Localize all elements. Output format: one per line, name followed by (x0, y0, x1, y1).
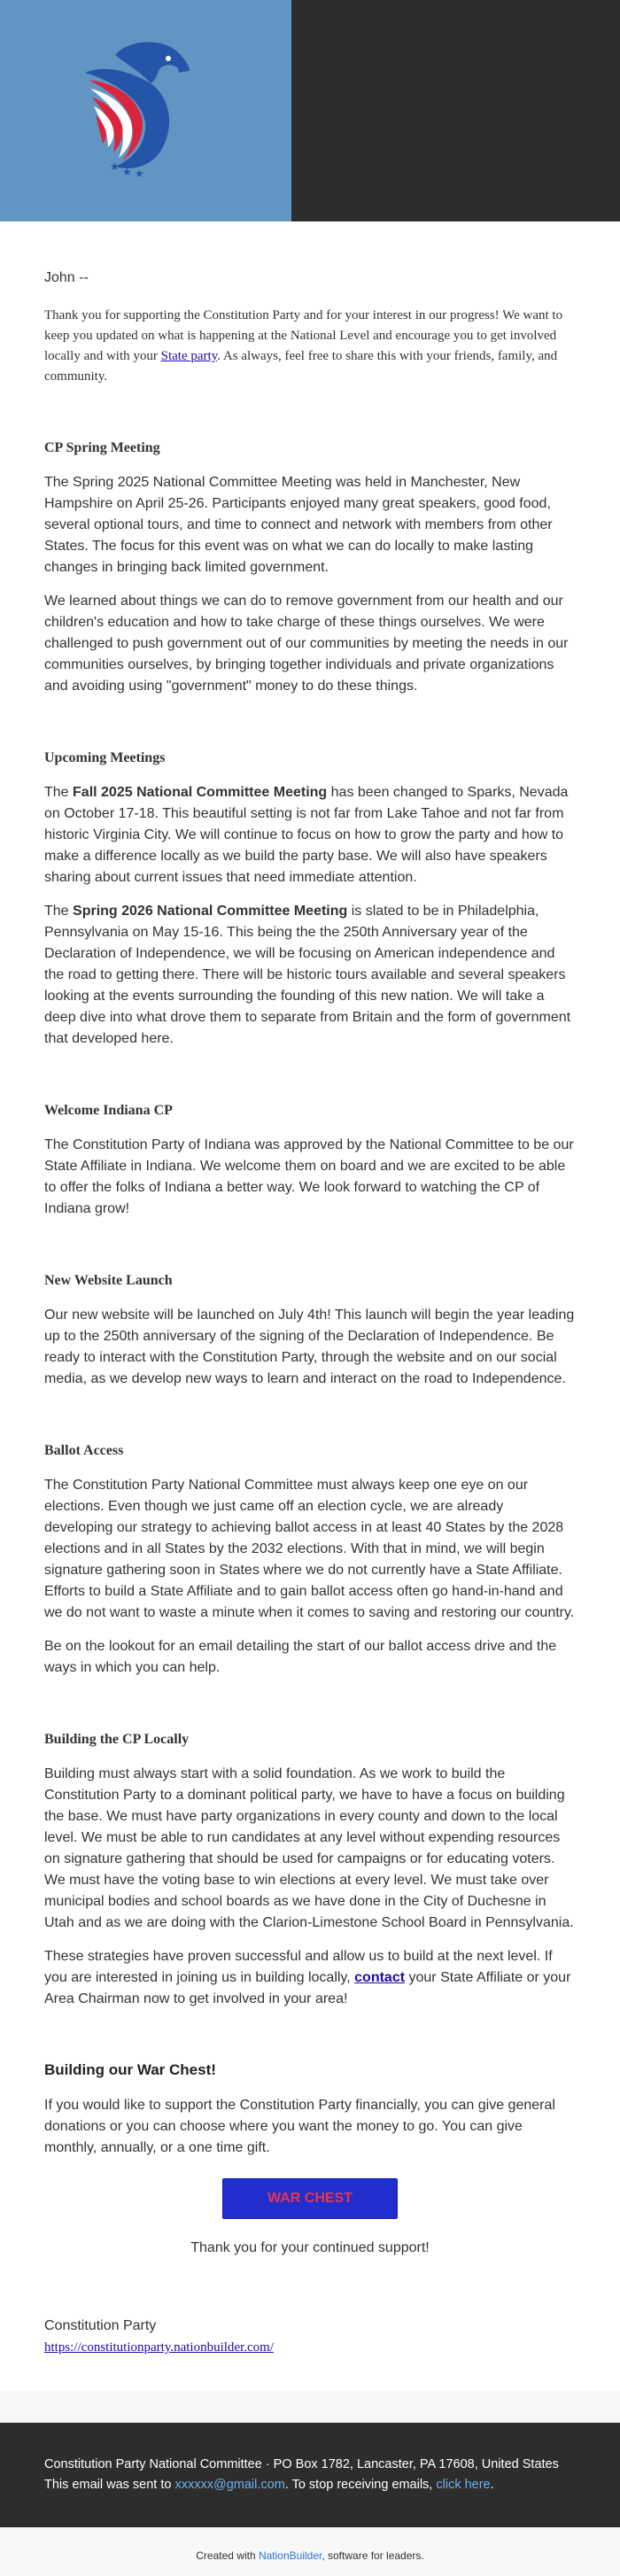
spring-2026-meeting-name: Spring 2026 National Committee Meeting (73, 904, 348, 919)
unsubscribe-link[interactable]: click here (436, 2478, 491, 2492)
upcoming-p2-rest: is slated to be in Philadelphia, Pennsylvania on May 15-16. This being the the 250th Anniversary year of the Declaration of Independence, we will be focusing on American independence and the road to getting there. There will be historic tours available and several speakers looking at the events surrounding the founding of this new nation. We will take a deep dive into what drove them to separate from Britain and the form of government that developed here. (44, 904, 571, 1046)
footer-sent-prefix: This email was sent to (44, 2478, 175, 2492)
website-p1: Our new website will be launched on July 4th! This launch will begin the year leading up to the 250th anniversary of the signing of the Declaration of Independence. Be ready to interact with the Constitution Party, through the website and on our social media, as we develop new ways to learn and interact on the road to Independence. (44, 1307, 575, 1386)
section-title-war-chest: Building our War Chest! (44, 2061, 216, 2078)
svg-text:★: ★ (122, 166, 132, 178)
header-logo-panel (0, 0, 291, 221)
building-p2 (44, 1946, 576, 2010)
svg-text:★: ★ (135, 167, 144, 179)
upcoming-p1-prefix: The (44, 785, 74, 800)
upcoming-p1-rest: has been changed to Sparks, Nevada on October 17-18. This beautiful setting is not far from Lake Tahoe and not far from historic Virginia City. We will continue to focus on how to grow the party and how to make a difference locally as we build the party base. We will also have speakers sharing about current issues that need immediate attention. (44, 785, 569, 885)
upcoming-p2 (44, 901, 576, 1050)
signature-name: Constitution Party (44, 2318, 157, 2333)
building-p2-after: your State Affiliate or your Area Chairman now to get involved in your area! (44, 1970, 571, 2006)
section-title-building: Building the CP Locally (44, 1732, 190, 1747)
signature-url-link[interactable]: https://constitutionparty.nationbuilder.com/ (44, 2340, 274, 2355)
section-title-spring-meeting: CP Spring Meeting (44, 440, 160, 455)
fall-meeting-name: Fall 2025 National Committee Meeting (73, 785, 328, 800)
eagle-flag-logo (80, 37, 195, 179)
footer-sent-suffix: . (490, 2478, 494, 2492)
upcoming-p2-prefix: The (44, 904, 74, 919)
state-party-link[interactable]: State party (160, 349, 218, 363)
email-footer (0, 2423, 620, 2527)
intro-text-end: . As always, feel free to share this with your friends, family, and community. (44, 349, 558, 384)
footer-address: Constitution Party National Committee · PO Box 1782, Lancaster, PA 17608, United States (44, 2457, 559, 2471)
upcoming-p1 (44, 782, 576, 888)
ballot-p1: The Constitution Party National Committee must always keep one eye on our elections. Even though we just came off an election cycle, we are already developing our strategy to achieving ballot access in at least 40 States by the 2028 elections and in all States by the 2032 elections. With that in mind, we will begin signature gathering soon in States where we do not currently have a State Affiliate. Efforts to build a State Affiliate and to gain ballot access often go hand-in-hand and we do not want to waste a minute when it comes to saving and restoring our country. (44, 1478, 575, 1620)
war-chest-button[interactable]: WAR CHEST (222, 2178, 398, 2219)
building-p2-before: These strategies have proven successful and allow us to build at the next level. If you are interested in joining us in building locally, (44, 1949, 553, 1985)
building-p1: Building must always start with a solid foundation. As we work to build the Constitution Party to a dominant political party, we have to have a focus on building the base. We must have party organizations in every county and down to the local level. We must be able to run candidates at any level without expending resources on signature gathering that should be used for campaigns or for educating voters. We must have the voting base to win elections at every level. We must take over municipal bodies and school boards as we have done in the City of Duchesne in Utah and as we are doing with the Clarion-Limestone School Board in Pennsylvania. (44, 1766, 574, 1930)
credit-suffix: , software for leaders. (322, 2549, 424, 2562)
greeting: John -- (44, 270, 89, 285)
header-dark-panel (291, 0, 620, 221)
war-chest-p1: If you would like to support the Constitution Party financially, you can give general donations or you can choose where you want the money to go. You can give monthly, annually, or a one time gift. (44, 2098, 555, 2155)
header-banner (0, 0, 620, 221)
credit-prefix: Created with (196, 2549, 259, 2562)
thanks-text: Thank you for your continued support! (190, 2240, 430, 2255)
section-title-website: New Website Launch (44, 1273, 173, 1288)
ballot-p2: Be on the lookout for an email detailing the start of our ballot access drive and the ways in which you can help. (44, 1639, 557, 1675)
email-body (0, 221, 620, 2391)
footer-sent-line (44, 2475, 576, 2495)
intro-paragraph (44, 306, 576, 387)
recipient-email-link[interactable]: xxxxxx@gmail.com (174, 2478, 285, 2492)
war-chest-button-wrap (44, 2178, 576, 2219)
section-title-ballot-access: Ballot Access (44, 1443, 124, 1458)
section-title-upcoming-meetings: Upcoming Meetings (44, 750, 166, 765)
spring-meeting-p1: The Spring 2025 National Committee Meeting was held in Manchester, New Hampshire on April 25-26. Participants enjoyed many great speakers, good food, several optional tours, and time to connect and network with members from other States. The focus for this event was on what we can do locally to make lasting changes in bringing back limited government. (44, 475, 553, 575)
spring-meeting-p2: We learned about things we can do to remove government from our health and our children's education and how to take charge of these things ourselves. We were challenged to push government out of our communities by meeting the needs in our communities ourselves, by bringing together individuals and private organizations and avoiding using "government" money to do these things. (44, 594, 569, 694)
section-title-indiana: Welcome Indiana CP (44, 1103, 173, 1118)
footer-sent-middle: . To stop receiving emails, (284, 2478, 437, 2492)
intro-text: Thank you for supporting the Constitution Party and for your interest in our progress! We want to keep you updated on what is happening at the National Level and encourage you to get involved locally and with your (44, 308, 563, 363)
indiana-p1: The Constitution Party of Indiana was approved by the National Committee to be our State Affiliate in Indiana. We welcome them on board and we are excited to be able to offer the folks of Indiana a better way. We look forward to watching the CP of Indiana grow! (44, 1137, 574, 1216)
contact-link[interactable]: contact (354, 1970, 406, 1985)
svg-text:★: ★ (110, 160, 120, 173)
credit-line (0, 2527, 620, 2576)
nationbuilder-link[interactable]: NationBuilder (258, 2549, 322, 2562)
